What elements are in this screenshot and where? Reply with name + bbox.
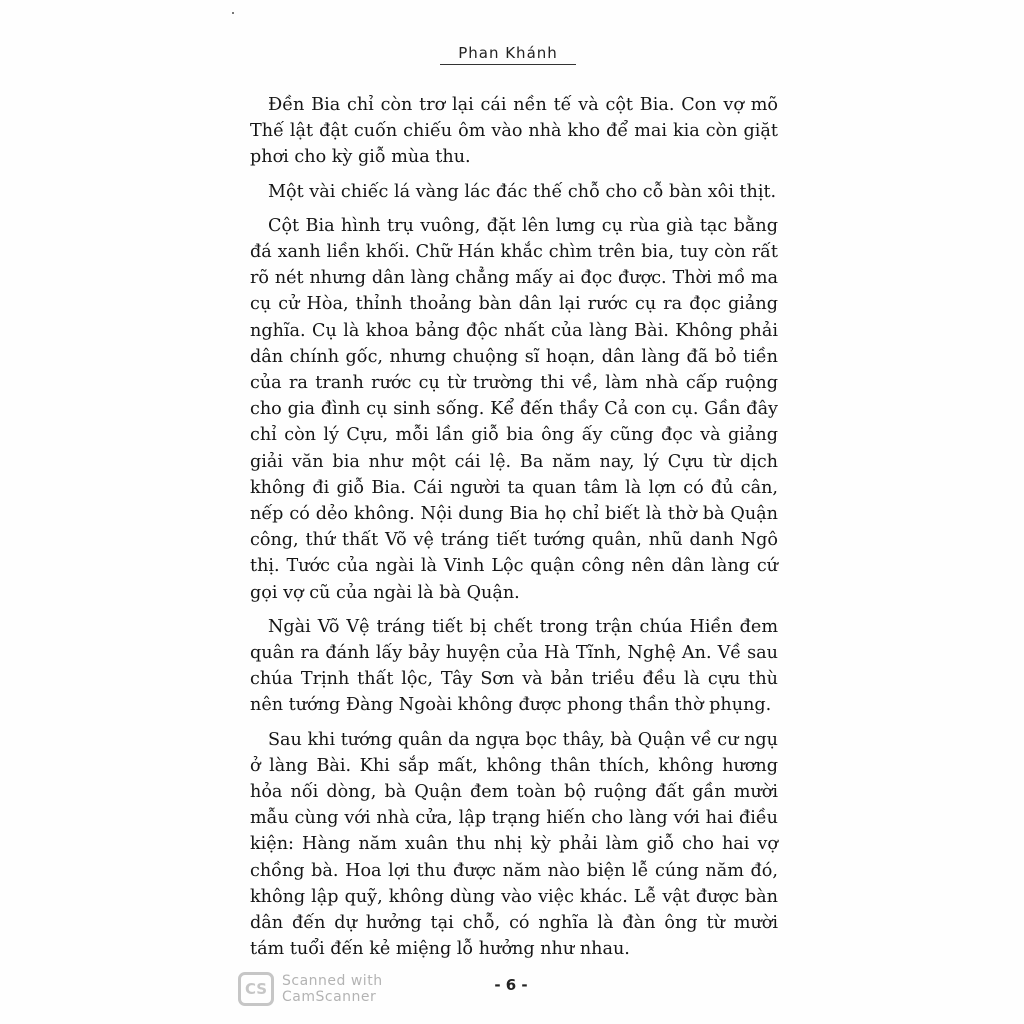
stamp-line-1: Scanned with bbox=[282, 973, 383, 989]
paragraph-5: Sau khi tướng quân da ngựa bọc thây, bà Quận về cư ngụ ở làng Bài. Khi sắp mất, không thân thích, không hương hỏa nối dòng, bà Quận đem toàn bộ ruộng đất gần mười mẫu cùng với nhà cửa, lập trạng hiến cho làng với hai điều kiện: Hàng năm xuân thu nhị kỳ phải làm giỗ cho hai vợ chồng bà. Hoa lợi thu được năm nào biện lễ cúng năm đó, không lập quỹ, không dùng vào việc khác. Lễ vật được bàn dân đến dự hưởng tại chỗ, có nghĩa là đàn ông từ mười tám tuổi đến kẻ miệng lỗ hưởng như nhau. bbox=[250, 729, 778, 960]
camscanner-watermark bbox=[238, 972, 383, 1006]
stamp-line-2: CamScanner bbox=[282, 989, 377, 1005]
scan-speck bbox=[232, 12, 234, 14]
page-number: - 6 - bbox=[494, 976, 528, 994]
paragraph-1: Đền Bia chỉ còn trơ lại cái nền tế và cột Bia. Con vợ mõ Thế lật đật cuốn chiếu ôm vào nhà kho để mai kia còn giặt phơi cho kỳ giỗ mùa thu. bbox=[250, 95, 778, 168]
paragraph-3: Cột Bia hình trụ vuông, đặt lên lưng cụ rùa già tạc bằng đá xanh liền khối. Chữ Hán khắc chìm trên bia, tuy còn rất rõ nét nhưng dân làng chẳng mấy ai đọc được. Thời mồ ma cụ cử Hòa, thỉnh thoảng bàn dân lại rước cụ ra đọc giảng nghĩa. Cụ là khoa bảng độc nhất của làng Bài. Không phải dân chính gốc, nhưng chuộng sĩ hoạn, dân làng đã bỏ tiền của ra tranh rước cụ từ trường thi về, làm nhà cấp ruộng cho gia đình cụ sinh sống. Kể đến thầy Cả con cụ. Gần đây chỉ còn lý Cựu, mỗi lần giỗ bia ông ấy cũng đọc và giảng giải văn bia như một cái lệ. Ba năm nay, lý Cựu từ dịch không đi giỗ Bia. Cái người ta quan tâm là lợn có đủ cân, nếp có dẻo không. Nội dung Bia họ chỉ biết là thờ bà Quận công, thứ thất Võ vệ tráng tiết tướng quân, nhũ danh Ngô thị. Tước của ngài là Vinh Lộc quận công nên dân làng cứ gọi vợ cũ của ngài là bà Quận. bbox=[250, 215, 778, 603]
camscanner-text bbox=[282, 973, 383, 1005]
body-text bbox=[250, 92, 778, 971]
paragraph-4: Ngài Võ Vệ tráng tiết bị chết trong trận chúa Hiền đem quân ra đánh lấy bảy huyện của Hà Tĩnh, Nghệ An. Về sau chúa Trịnh thất lộc, Tây Sơn và bản triều đều là cựu thù nên tướng Đàng Ngoài không được phong thần thờ phụng. bbox=[250, 616, 778, 716]
running-header-author: Phan Khánh bbox=[458, 44, 558, 62]
paragraph-2: Một vài chiếc lá vàng lác đác thế chỗ cho cỗ bàn xôi thịt. bbox=[268, 181, 777, 202]
header-rule bbox=[440, 64, 576, 65]
camscanner-logo-icon: CS bbox=[238, 972, 274, 1006]
